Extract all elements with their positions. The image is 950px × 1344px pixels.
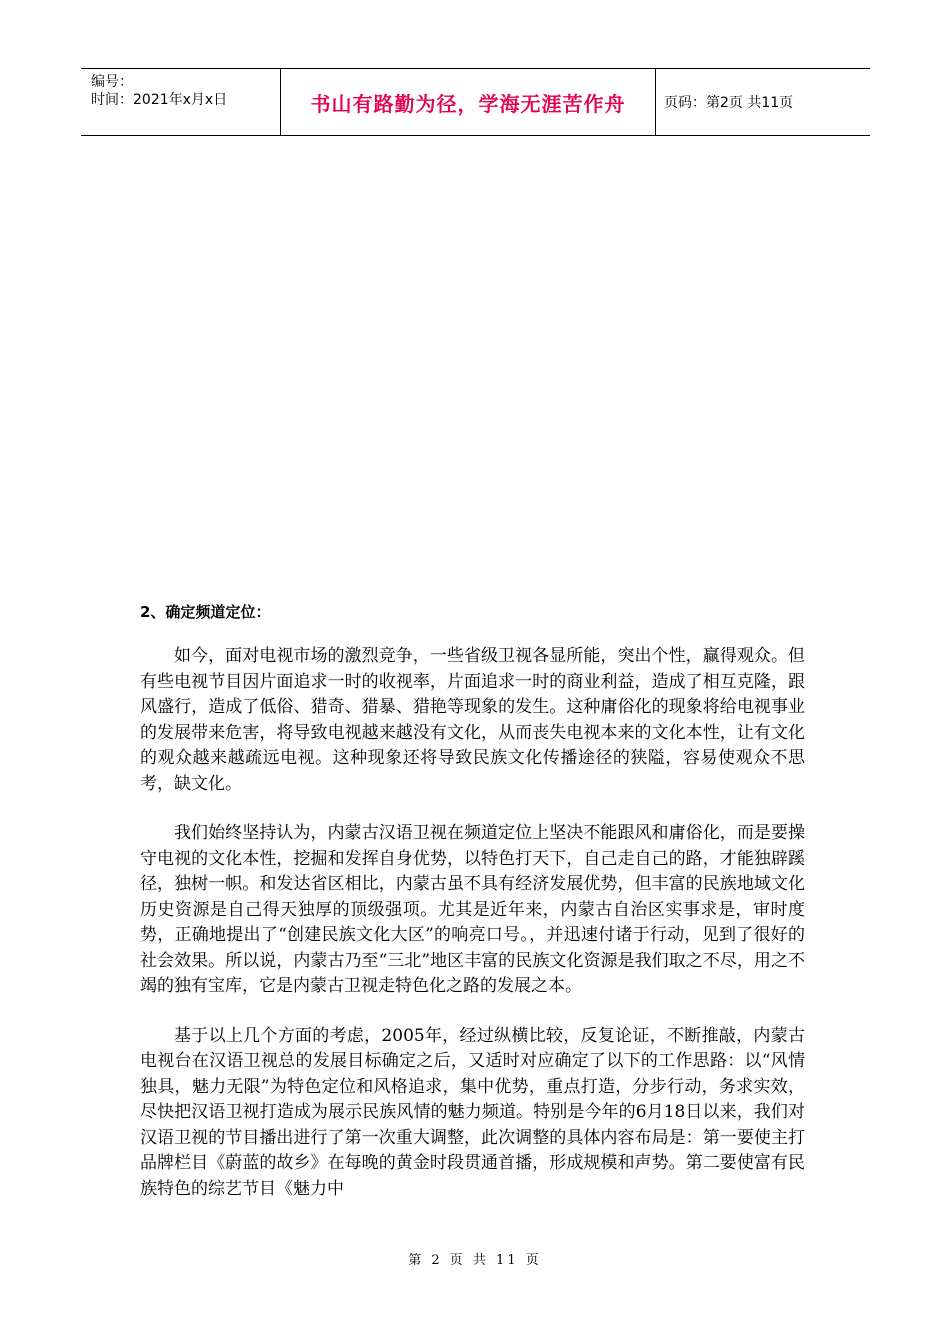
document-number-label: 编号：: [91, 74, 133, 90]
body-paragraph: 如今，面对电视市场的激烈竞争，一些省级卫视各显所能，突出个性，赢得观众。但有些电视节目因片面追求一时的收视率，片面追求一时的商业利益，造成了相互克隆，跟风盛行，造成了低俗、猎奇、猎暴、猎艳等现象的发生。这种庸俗化的现象将给电视事业的发展带来危害，将导致电视越来越没有文化，从而丧失电视本来的文化本性，让有文化的观众越来越疏远电视。这种现象还将导致民族文化传播途径的狭隘，容易使观众不思考，缺文化。: [140, 646, 805, 794]
body-paragraph: 我们始终坚持认为，内蒙古汉语卫视在频道定位上坚决不能跟风和庸俗化，而是要操守电视的文化本性，挖掘和发挥自身优势，以特色打天下，自己走自己的路，才能独辟蹊径，独树一帜。和发达省区相比，内蒙古虽不具有经济发展优势，但丰富的民族地域文化历史资源是自己得天独厚的顶级强项。尤其是近年来，内蒙古自治区实事求是，审时度势，正确地提出了“创建民族文化大区”的响亮口号。，并迅速付诸于行动，见到了很好的社会效果。所以说，内蒙古乃至“三北”地区丰富的民族文化资源是我们取之不尽，用之不竭的独有宝库，它是内蒙古卫视走特色化之路的发展之本。: [140, 823, 805, 996]
header-page-info: 页码：第2页 共11页: [664, 95, 794, 111]
page-header: [81, 68, 870, 136]
page-footer: 第 2 页 共 11 页: [408, 1253, 542, 1268]
header-motto: 书山有路勤为径，学海无涯苦作舟: [281, 69, 656, 135]
body-paragraph: 基于以上几个方面的考虑，2005年，经过纵横比较，反复论证，不断推敲，内蒙古电视台在汉语卫视总的发展目标确定之后，又适时对应确定了以下的工作思路：以“风情独具，魅力无限”为特色定位和风格追求，集中优势，重点打造，分步行动，务求实效，尽快把汉语卫视打造成为展示民族风情的魅力频道。特别是今年的6月18日以来，我们对汉语卫视的节目播出进行了第一次重大调整，此次调整的具体内容布局是：第一要使主打品牌栏目《蔚蓝的故乡》在每晚的黄金时段贯通首播，形成规模和声势。第二要使富有民族特色的综艺节目《魅力中: [140, 1025, 805, 1199]
section-heading: 2、确定频道定位：: [140, 603, 271, 621]
document-body: [140, 600, 805, 1226]
header-meta-cell: [81, 69, 281, 135]
document-time-label: 时间：2021年x月x日: [91, 92, 228, 108]
